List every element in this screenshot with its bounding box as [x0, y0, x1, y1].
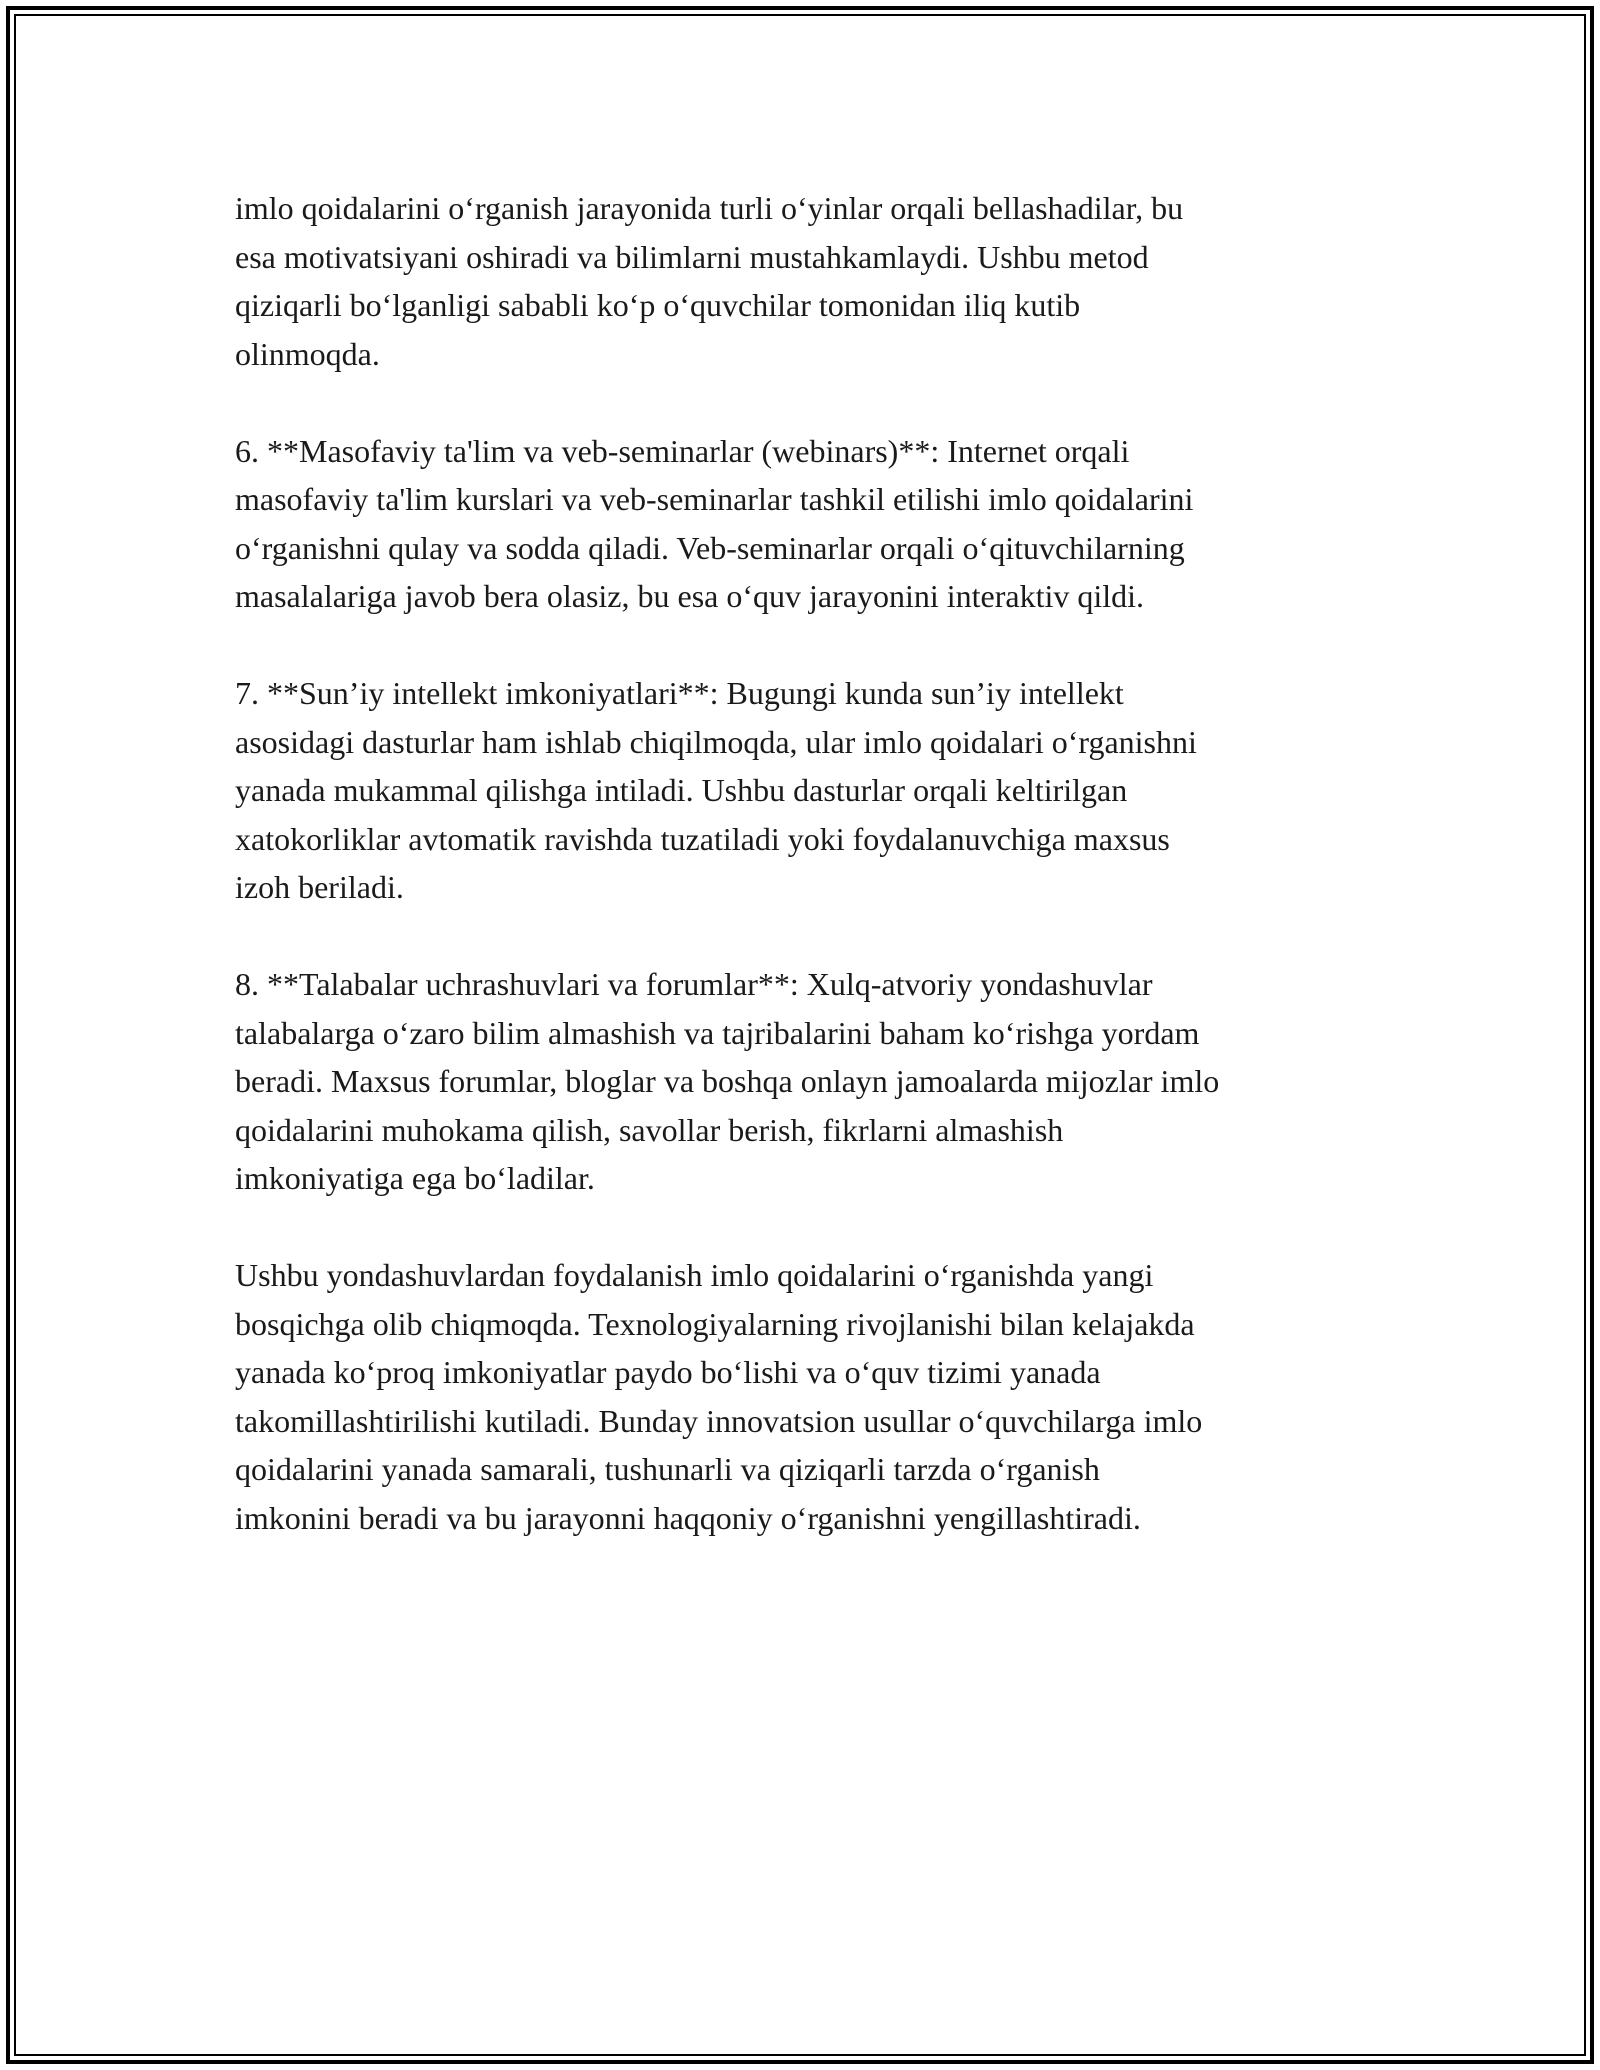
paragraph-intro-continuation: imlo qoidalarini o‘rganish jarayonida turli o‘yinlar orqali bellashadilar, bu esa motivatsiyani oshiradi va bilimlarni mustahkamlaydi. Ushbu metod qiziqarli bo‘lganligi sababli ko‘p o‘quvchilar tomonidan iliq kutib olinmoqda.	[235, 190, 1184, 372]
paragraph-item-8-student-forums: 8. **Talabalar uchrashuvlari va forumlar**: Xulq-atvoriy yondashuvlar talabalarga o‘zaro bilim almashish va tajribalarini baham ko‘rishga yordam beradi. Maxsus forumlar, bloglar va boshqa onlayn jamoalarda mijozlar imlo qoidalarini muhokama qilish, savollar berish, fikrlarni almashish imkoniyatiga ega bo‘ladilar.	[235, 966, 1220, 1196]
paragraph-conclusion: Ushbu yondashuvlardan foydalanish imlo qoidalarini o‘rganishda yangi bosqichga olib chiqmoqda. Texnologiyalarning rivojlanishi bilan kelajakda yanada ko‘proq imkoniyatlar paydo bo‘lishi va o‘quv tizimi yanada takomillashtirilishi kutiladi. Bunday innovatsion usullar o‘quvchilarga imlo qoidalarini yanada samarali, tushunarli va qiziqarli tarzda o‘rganish imkonini beradi va bu jarayonni haqqoniy o‘rganishni yengillashtiradi.	[235, 1257, 1203, 1536]
document-body	[235, 184, 1395, 1591]
paragraph-item-6-distance-learning: 6. **Masofaviy ta'lim va veb-seminarlar (webinars)**: Internet orqali masofaviy ta'lim kurslari va veb-seminarlar tashkil etilishi imlo qoidalarini o‘rganishni qulay va sodda qiladi. Veb-seminarlar orqali o‘qituvchilarning masalalariga javob bera olasiz, bu esa o‘quv jarayonini interaktiv qildi.	[235, 432, 1194, 614]
paragraph-item-7-artificial-intelligence: 7. **Sun’iy intellekt imkoniyatlari**: Bugungi kunda sun’iy intellekt asosidagi dasturlar ham ishlab chiqilmoqda, ular imlo qoidalari o‘rganishni yanada mukammal qilishga intiladi. Ushbu dasturlar orqali keltirilgan xatokorliklar avtomatik ravishda tuzatiladi yoki foydalanuvchiga maxsus izoh beriladi.	[235, 675, 1197, 905]
